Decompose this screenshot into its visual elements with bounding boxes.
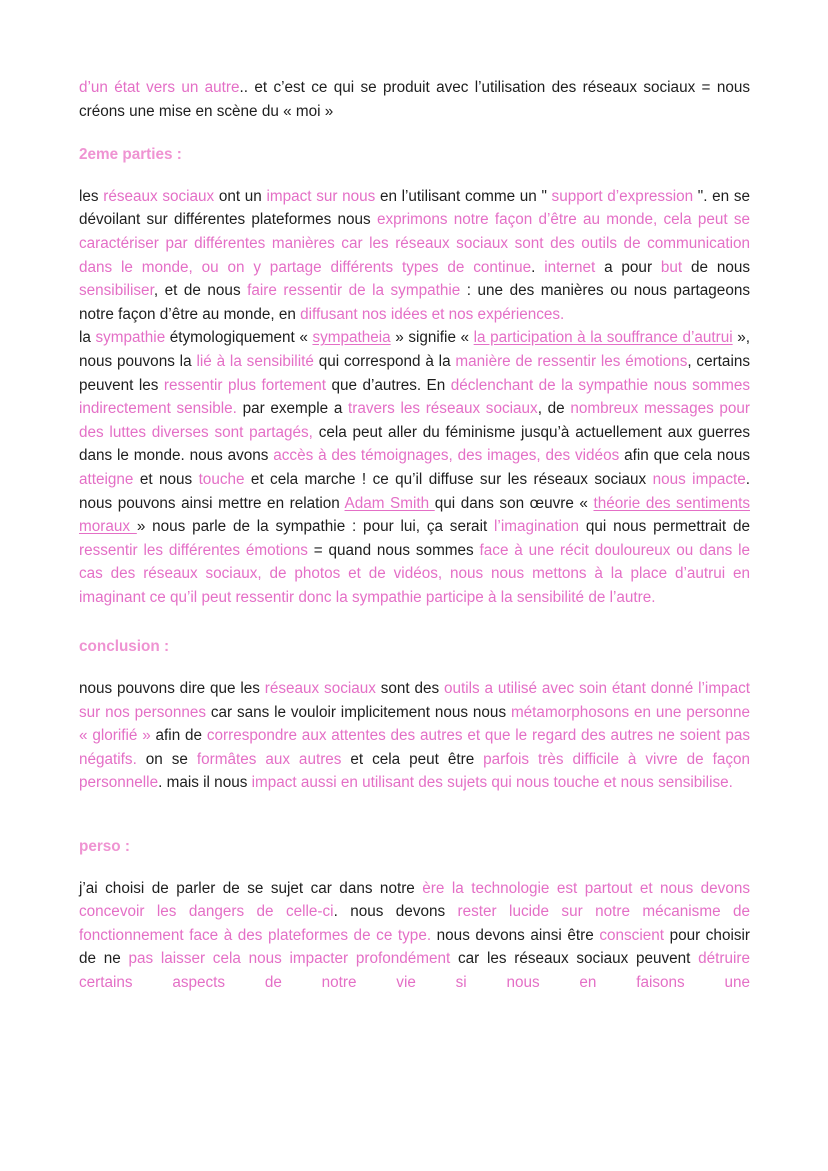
body-text: , et de nous	[153, 282, 248, 300]
body-text: » signifie «	[390, 329, 474, 347]
body-text: et cela marche ! ce qu’il diffuse sur les réseaux sociaux	[244, 470, 653, 488]
body-text: afin de	[150, 727, 207, 745]
body-text: en l’utilisant comme un "	[375, 187, 547, 205]
body-text: pour choisir de ne	[79, 926, 750, 968]
body-text: , certains peuvent les	[79, 352, 750, 394]
body-text: ont un	[214, 187, 267, 205]
perso-paragraph	[79, 877, 750, 995]
highlight-text: ressentir plus fortement	[163, 376, 327, 394]
body-text: . nous devons	[333, 903, 458, 921]
highlight-text: impact sur nous	[266, 187, 376, 205]
highlight-text: face à une récit douloureux ou dans le cas des réseaux sociaux, de photos et de vidéos, nous nous mettons à la place d’autrui en imaginant ce qu’il peut ressentir donc la sympathie participe à la sensibilité de l’autre.	[79, 541, 751, 606]
section-heading-conclusion: conclusion :	[79, 638, 170, 656]
highlight-text: manière de ressentir les émotions	[455, 352, 688, 370]
body-text: = quand nous sommes	[307, 541, 480, 559]
highlight-text: diffusant nos idées et nos expériences.	[300, 305, 565, 323]
part2-paragraph-1	[79, 185, 750, 327]
highlight-text: atteigne	[79, 470, 134, 488]
body-text: ". en se dévoilant sur différentes plateformes nous	[79, 187, 750, 229]
body-text: sont des	[375, 680, 444, 698]
body-text: .. et c’est ce qui se produit avec l’utilisation des réseaux sociaux = nous créons une mise en scène du « moi »	[79, 79, 750, 120]
body-text: par exemple a	[236, 400, 349, 418]
body-text: les	[79, 187, 104, 205]
body-text: la	[79, 329, 96, 347]
highlight-text: réseaux sociaux	[264, 680, 376, 698]
part2-paragraph-2	[79, 326, 750, 609]
body-text: qui correspond à la	[313, 352, 456, 370]
body-text: , de	[537, 400, 571, 418]
body-text: de nous	[682, 258, 751, 276]
body-text: car les réseaux sociaux peuvent	[450, 950, 699, 968]
highlight-text: nous impacte	[652, 470, 746, 488]
highlight-text: parfois très difficile à vivre de façon personnelle	[79, 750, 751, 792]
body-text: » nous parle de la sympathie : pour lui, ça serait	[136, 518, 495, 536]
highlight-text: support d’expression	[546, 187, 694, 205]
body-text: afin que cela nous	[619, 447, 751, 465]
body-text: qui dans son œuvre «	[434, 494, 594, 512]
intro-paragraph	[79, 76, 750, 123]
underlined-term: sympatheia	[312, 329, 391, 347]
body-text: nous devons ainsi être	[431, 926, 600, 944]
highlight-text: métamorphosons en une personne « glorifié »	[79, 703, 750, 745]
highlight-text: rester lucide sur notre mécanisme de fonctionnement face à des plateformes de ce type.	[79, 903, 751, 944]
highlight-text: d’un état vers un autre	[79, 79, 240, 96]
highlight-text: internet	[544, 258, 596, 276]
highlight-text: sympathie	[95, 329, 166, 347]
highlight-text: ressentir les différentes émotions	[79, 541, 308, 559]
body-text: et nous	[133, 470, 199, 488]
body-text: que d’autres. En	[326, 376, 451, 394]
body-text: car sans le vouloir implicitement nous nous	[206, 703, 511, 721]
body-text: a pour	[595, 258, 661, 276]
highlight-text: pas laisser cela nous impacter profondément	[128, 950, 451, 968]
section-heading-part2: 2eme parties :	[79, 146, 182, 164]
underlined-term: théorie des sentiments moraux	[79, 494, 751, 536]
conclusion-paragraph	[79, 677, 750, 795]
body-text: nous pouvons dire que les	[79, 680, 265, 698]
body-text: et cela peut être	[341, 750, 484, 768]
highlight-text: outils a utilisé avec soin étant donné l’impact sur nos personnes	[79, 680, 750, 721]
body-text: qui nous permettrait de	[579, 518, 750, 536]
highlight-text: accès à des témoignages, des images, des vidéos	[273, 447, 620, 465]
body-text: . mais il nous	[158, 774, 252, 792]
body-text: étymologiquement «	[165, 329, 313, 347]
highlight-text: réseaux sociaux	[103, 187, 215, 205]
underlined-term: la participation à la souffrance d’autrui	[473, 329, 733, 347]
body-text: cela peut aller du féminisme jusqu’à actuellement aux guerres dans le monde. nous avons	[79, 423, 750, 465]
highlight-text: but	[660, 258, 683, 276]
highlight-text: l’imagination	[494, 518, 580, 536]
highlight-text: lié à la sensibilité	[196, 352, 314, 370]
highlight-text: sensibiliser	[79, 282, 154, 300]
underlined-term: Adam Smith	[344, 494, 435, 512]
highlight-text: conscient	[599, 926, 664, 944]
body-text: .	[531, 258, 545, 276]
highlight-text: faire ressentir de la sympathie	[247, 282, 461, 300]
highlight-text: impact aussi en utilisant des sujets qui nous touche et nous sensibilise.	[251, 774, 733, 792]
body-text: : une des manières ou nous partageons notre façon d’être au monde, en	[79, 282, 750, 323]
highlight-text: formâtes aux autres	[196, 750, 342, 768]
highlight-text: ère la technologie est partout et nous devons concevoir les dangers de celle-ci	[79, 879, 750, 921]
highlight-text: travers les réseaux sociaux	[348, 400, 538, 418]
highlight-text: nombreux messages pour des luttes diverses sont partagés,	[79, 400, 751, 441]
section-heading-perso: perso :	[79, 838, 130, 856]
highlight-text: correspondre aux attentes des autres et que le regard des autres ne soient pas négatifs.	[79, 727, 750, 768]
highlight-text: déclenchant de la sympathie nous sommes indirectement sensible.	[79, 376, 750, 418]
highlight-text: touche	[198, 470, 245, 488]
body-text: on se	[136, 750, 197, 768]
body-text: j’ai choisi de parler de se sujet car dans notre	[79, 879, 423, 897]
highlight-text: détruire certains aspects de notre vie si nous en faisons une	[79, 950, 751, 991]
document-page	[79, 76, 750, 995]
body-text: . nous pouvons ainsi mettre en relation	[79, 470, 750, 512]
body-text: », nous pouvons la	[79, 329, 750, 370]
highlight-text: exprimons notre façon d’être au monde, cela peut se caractériser par différentes manières car les réseaux sociaux sont des outils de communication dans le monde, ou on y partage différents types de continue	[79, 211, 750, 276]
